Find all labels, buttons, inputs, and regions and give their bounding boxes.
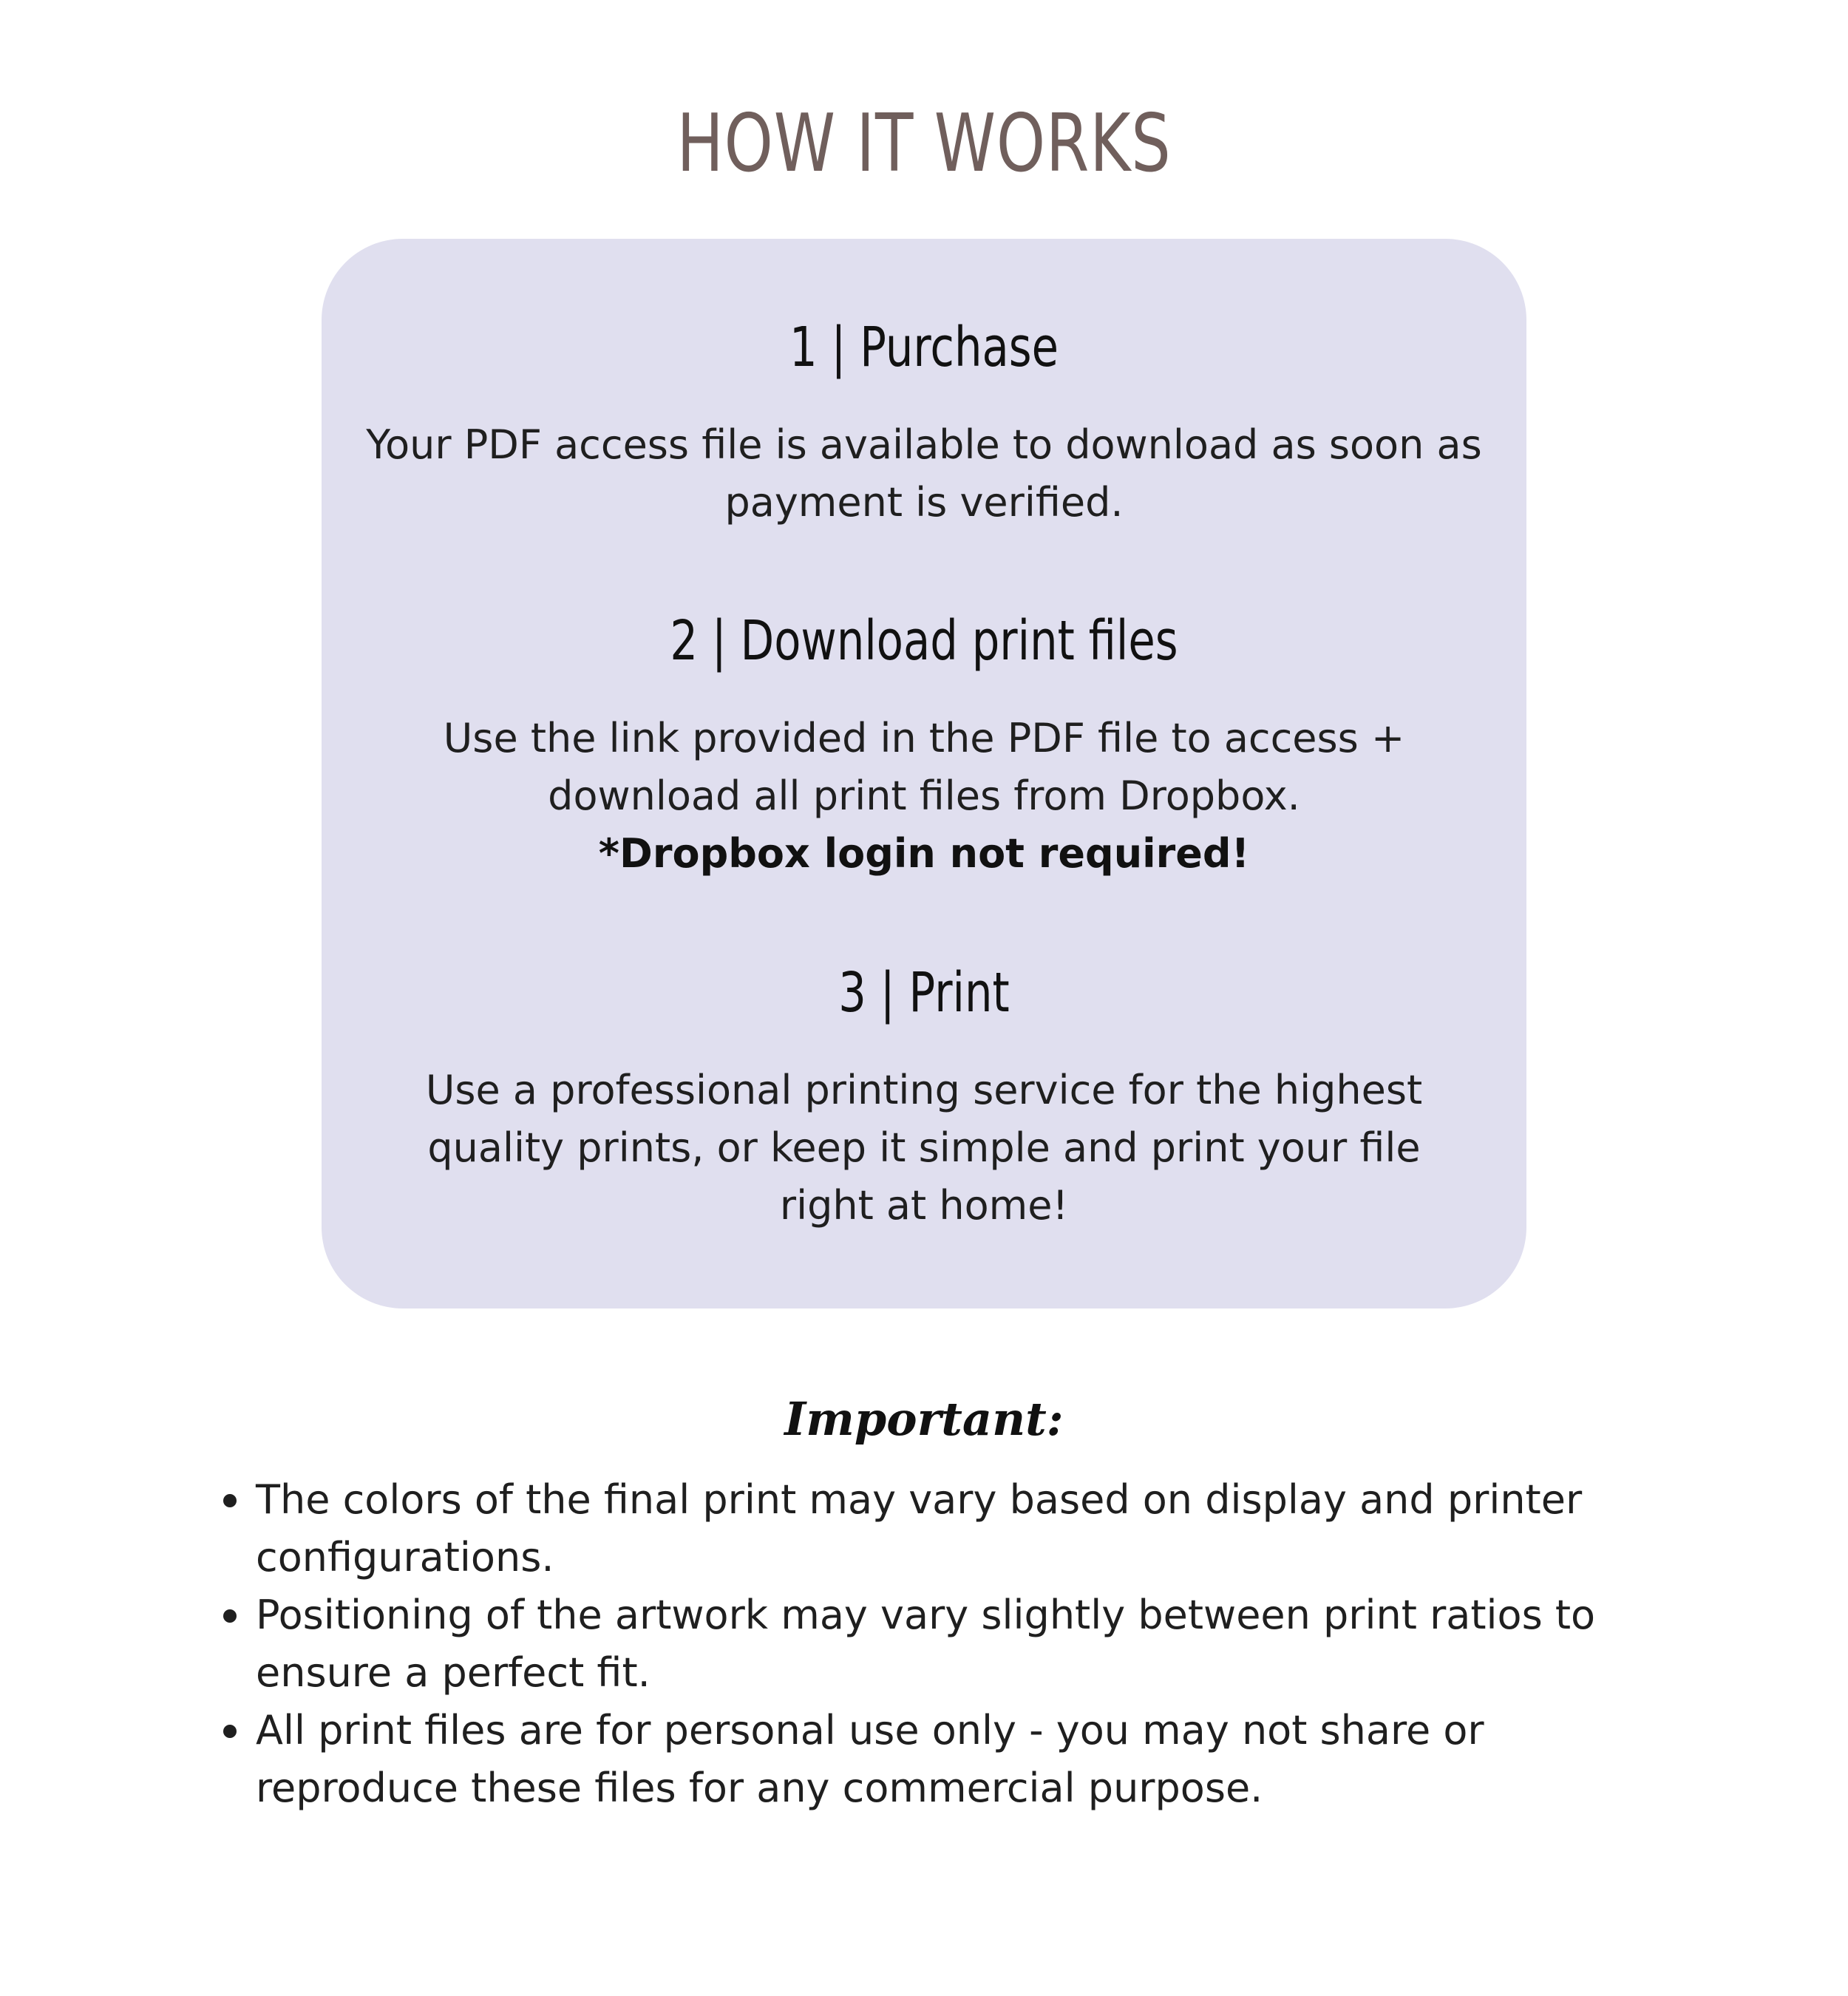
step-1-text: Your PDF access file is available to download as soon as payment is verified. <box>366 421 1482 526</box>
step-2-heading: 2 | Download print files <box>670 609 1178 673</box>
important-item <box>223 1586 1687 1702</box>
important-item-text: Positioning of the artwork may vary slightly between print ratios to ensure a perfect fit. <box>256 1592 1596 1696</box>
bullet-icon <box>223 1609 237 1623</box>
important-list <box>223 1471 1687 1817</box>
important-item <box>223 1702 1687 1817</box>
important-heading: Important: <box>784 1392 1064 1446</box>
step-1-heading: 1 | Purchase <box>789 316 1059 379</box>
dropbox-login-note: *Dropbox login not required! <box>598 830 1250 877</box>
step-2-note <box>407 825 1441 883</box>
step-2-text: Use the link provided in the PDF file to access + download all print files from Dropbox. <box>443 715 1405 819</box>
step-3-text: Use a professional printing service for the highest quality prints, or keep it simple and print your file right at home! <box>425 1067 1423 1229</box>
important-item-text: All print files are for personal use only - you may not share or reproduce these files for any commercial purpose. <box>256 1707 1484 1811</box>
steps-card <box>322 239 1526 1308</box>
important-item <box>223 1471 1687 1586</box>
step-3-heading: 3 | Print <box>838 961 1010 1025</box>
page-title: HOW IT WORKS <box>676 98 1172 190</box>
bullet-icon <box>223 1725 237 1738</box>
important-item-text: The colors of the final print may vary based on display and printer configurations. <box>256 1476 1583 1581</box>
bullet-icon <box>223 1494 237 1507</box>
